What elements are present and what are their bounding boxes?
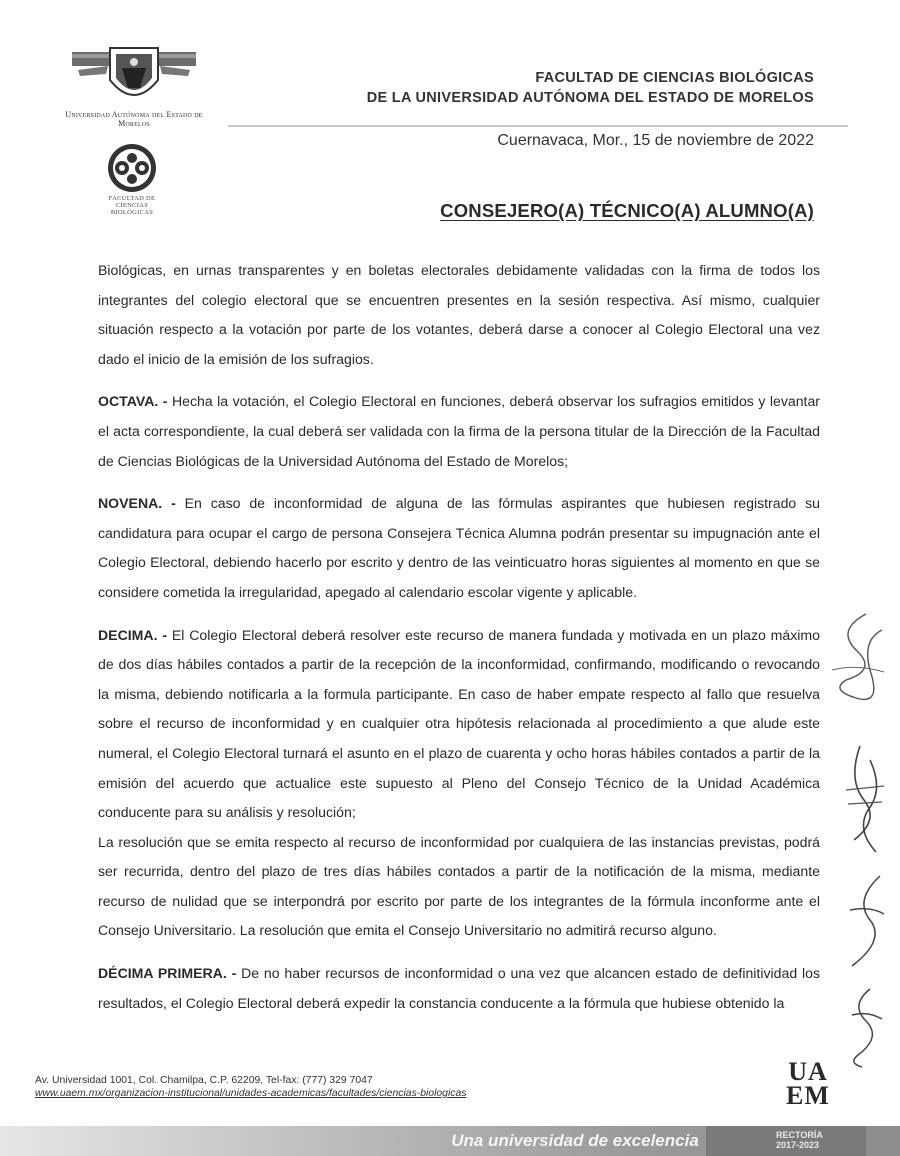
faculty-logo-caption: FACULTAD DE CIENCIAS BIOLÓGICAS [108,195,156,216]
header-divider [228,125,848,127]
clause-octava-text: Hecha la votación, el Colegio Electoral en funciones, deberá observar los sufragios emitidos y levantar el acta correspondiente, la cual deberá ser validada con la firma de la persona titular de la Dirección de la Facultad de Ciencias Biológicas de la Universidad Autónoma del Estado de Morelos; [98,393,820,469]
clause-octava [98,387,820,476]
faculty-logo [106,142,158,194]
document-title: CONSEJERO(A) TÉCNICO(A) ALUMNO(A) [440,200,814,221]
uaem-wordmark-line1: UA [788,1057,828,1086]
uaem-wordmark-line2: EM [786,1081,830,1110]
clause-decima-primera [98,959,820,1018]
clause-decima-primera-label: DÉCIMA PRIMERA. - [98,965,237,982]
footer-rectoria [776,1130,823,1150]
clause-novena [98,489,820,607]
clause-octava-label: OCTAVA. - [98,393,168,410]
uaem-wordmark [776,1057,840,1110]
university-name: Universidad Autónoma del Estado de Morelos [65,110,203,128]
clause-decima-text: El Colegio Electoral deberá resolver este recurso de manera fundada y motivada en un plazo máximo de dos días hábiles contados a partir de la recepción de la inconformidad, confirmando, modificando o revocando la misma, debiendo notificarla a la formula participante. En caso de haber empate respecto al fallo que resuelva sobre el recurso de inconformidad y en cualquier otra hipótesis relacionada al procedimiento a que alude este numeral, el Colegio Electoral turnará el asunto en el plazo de cuarenta y ocho horas hábiles contados a partir de la emisión del acuerdo que actualice este supuesto al Pleno del Consejo Técnico de la Unidad Académica conducente para su análisis y resolución; [98,626,820,821]
margin-signature-3 [840,870,890,980]
faculty-heading-line1: FACULTAD DE CIENCIAS BIOLÓGICAS [535,70,814,86]
margin-signature-4 [840,985,890,1070]
clause-decima-paragraph-2: La resolución que se emita respecto al recurso de inconformidad por cualquiera de las instancias previstas, podrá ser recurrida, dentro del plazo de tres días hábiles contados a partir de la notificación de la misma, mediante recurso de nulidad que se interpondrá por escrito por parte de los integrantes de la fórmula inconforme ante el Consejo Universitario. La resolución que emita el Consejo Universitario no admitirá recurso alguno. [98,833,820,939]
document-body [98,256,820,1031]
clause-novena-label: NOVENA. - [98,495,176,512]
footer-address-block [35,1074,466,1100]
paragraph-intro: Biológicas, en urnas transparentes y en boletas electorales debidamente validadas con la firma de todos los integrantes del colegio electoral que se encuentren presentes en la sesión respectiva. Así mismo, cualquier situación respecto a la votación por parte de los votantes, deberá darse a conocer al Colegio Electoral una vez dado el inicio de la emisión de los sufragios. [98,262,820,367]
faculty-heading-line2: DE LA UNIVERSIDAD AUTÓNOMA DEL ESTADO DE MORELOS [366,90,814,106]
clause-novena-text: En caso de inconformidad de alguna de las fórmulas aspirantes que hubiesen registrado su candidatura para ocupar el cargo de persona Consejera Técnica Alumna podrán presentar su impugnación ante el Colegio Electoral, debiendo hacerlo por escrito y dentro de las veinticuatro horas siguientes al momento en que se considere cometida la irregularidad, apegado al calendario escolar vigente y aplicable. [98,495,820,600]
footer-address: Av. Universidad 1001, Col. Chamilpa, C.P. 62209, Tel-fax: (777) 329 7047 [35,1075,373,1086]
clause-decima-primera-text: De no haber recursos de inconformidad o una vez que alcancen estado de definitividad los resultados, el Colegio Electoral deberá expedir la constancia conducente a la fórmula que hubiese obtenido la [98,965,820,1011]
clause-decima-label: DECIMA. - [98,626,168,643]
margin-signature-2 [840,740,890,860]
footer-rectoria-line2: 2017-2023 [776,1140,820,1150]
footer-rectoria-line1: RECTORÍA [776,1130,823,1140]
university-crest-logo [70,44,198,110]
clause-decima [98,621,820,828]
footer-slogan: Una universidad de excelencia [451,1131,699,1150]
footer-url-link[interactable]: www.uaem.mx/organizacion-institucional/unidades-academicas/facultades/ciencias-biologicas [35,1088,467,1099]
place-date: Cuernavaca, Mor., 15 de noviembre de 2022 [497,132,814,149]
margin-signature-1 [826,610,890,720]
